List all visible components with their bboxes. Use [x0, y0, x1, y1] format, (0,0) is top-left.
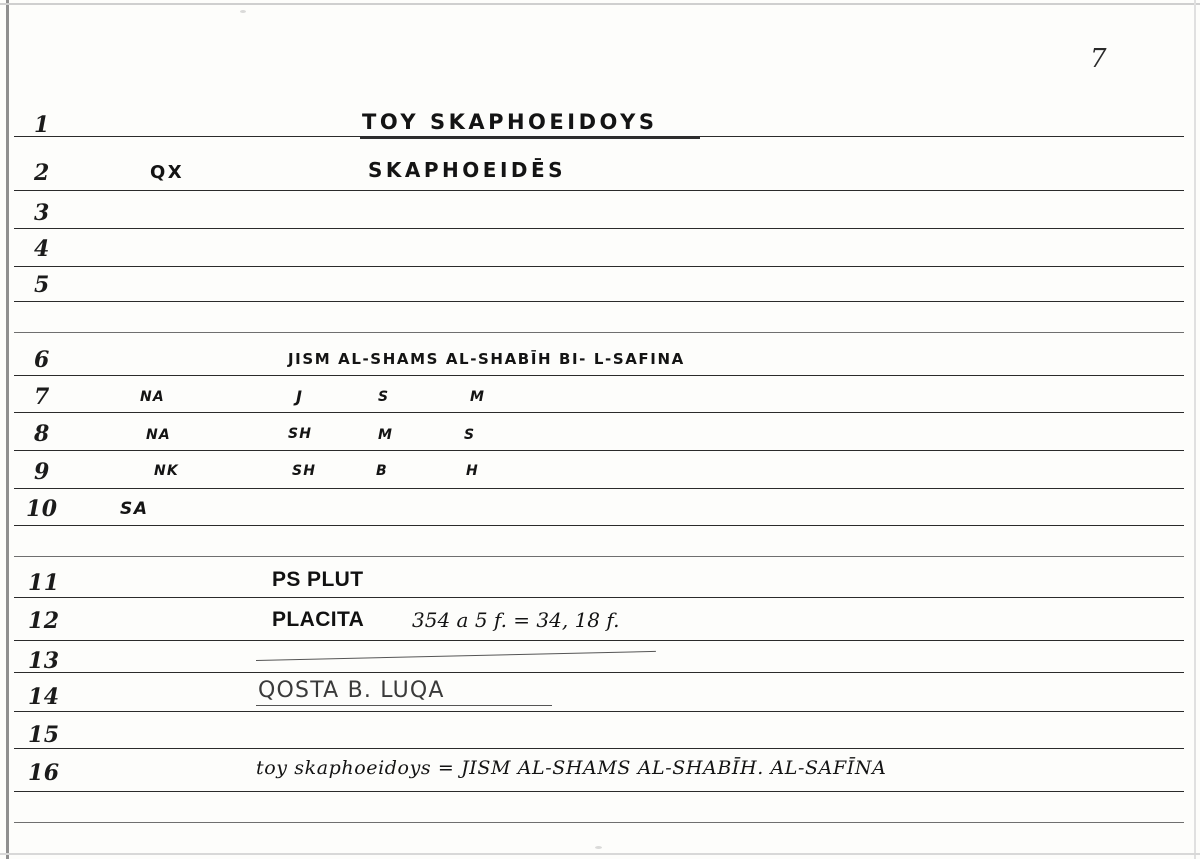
row-number: 10: [26, 496, 58, 522]
row-12-stamp: PLACITA: [272, 608, 365, 631]
rule-line: [14, 190, 1184, 191]
row-number: 13: [28, 648, 60, 674]
row-8-col4: S: [464, 427, 476, 443]
rule-line: [14, 266, 1184, 267]
rule-line: [14, 412, 1184, 413]
rule-line: [14, 711, 1184, 712]
scan-speckle: [595, 846, 602, 849]
row-7-col2: J: [296, 387, 304, 406]
row-number: 14: [28, 684, 60, 710]
row-9-col3: B: [376, 463, 388, 479]
row-14-name: QOSTA B. LUQA: [258, 678, 445, 703]
rule-line: [14, 450, 1184, 451]
row-12-reference: 354 a 5 f. = 34, 18 f.: [412, 608, 620, 632]
rule-line: [14, 672, 1184, 673]
rule-line: [14, 375, 1184, 376]
row-number: 7: [34, 384, 50, 410]
row-number: 3: [34, 200, 50, 226]
row-number: 15: [28, 722, 60, 748]
row-14-underline: [256, 705, 552, 706]
row-8-col2: SH: [288, 426, 313, 442]
row-2-code: QX: [150, 162, 184, 183]
row-7-col3: S: [378, 389, 390, 405]
rule-line: [14, 525, 1184, 526]
row-number: 11: [28, 570, 60, 596]
rule-line: [14, 597, 1184, 598]
page-edge-left: [6, 0, 9, 859]
row-number: 12: [28, 608, 60, 634]
row-number: 4: [34, 236, 50, 262]
row-number: 6: [34, 347, 50, 373]
row-number: 16: [28, 760, 60, 786]
row-1-underline: [360, 137, 700, 139]
rule-line: [14, 748, 1184, 749]
row-14-overline: [256, 651, 656, 661]
page-corner-number: 7: [1090, 44, 1107, 74]
row-10-col1: SA: [120, 499, 149, 519]
page-edge-top: [0, 3, 1200, 5]
row-9-col2: SH: [292, 463, 317, 479]
row-16-entry: toy skaphoeidoys = JISM AL-SHAMS AL-SHABĪH. AL-SAFĪNA: [256, 757, 887, 779]
row-number: 1: [34, 112, 50, 138]
rule-line: [14, 640, 1184, 641]
row-number: 2: [34, 160, 50, 186]
page-edge-right: [1194, 0, 1196, 859]
rule-line: [14, 791, 1184, 792]
rule-line: [14, 556, 1184, 557]
page-edge-bottom: [0, 853, 1200, 855]
row-9-col1: NK: [154, 463, 179, 479]
row-11-stamp: PS PLUT: [272, 568, 364, 591]
row-6-entry: JISM AL-SHAMS AL-SHABĪH BI- L-SAFINA: [288, 350, 685, 368]
row-8-col1: NA: [146, 427, 171, 443]
row-9-col4: H: [466, 463, 479, 479]
row-8-col3: M: [378, 427, 394, 443]
row-number: 9: [34, 459, 50, 485]
rule-line: [14, 332, 1184, 333]
row-2-entry: SKAPHOEIDĒS: [368, 158, 567, 182]
rule-line: [14, 822, 1184, 823]
rule-line: [14, 301, 1184, 302]
row-7-col4: M: [470, 389, 486, 405]
scan-speckle: [240, 10, 246, 13]
row-1-entry: TOY SKAPHOEIDOYS: [362, 110, 658, 134]
rule-line: [14, 228, 1184, 229]
row-number: 5: [34, 272, 50, 298]
rule-line: [14, 488, 1184, 489]
row-number: 8: [34, 421, 50, 447]
row-7-col1: NA: [140, 389, 165, 405]
